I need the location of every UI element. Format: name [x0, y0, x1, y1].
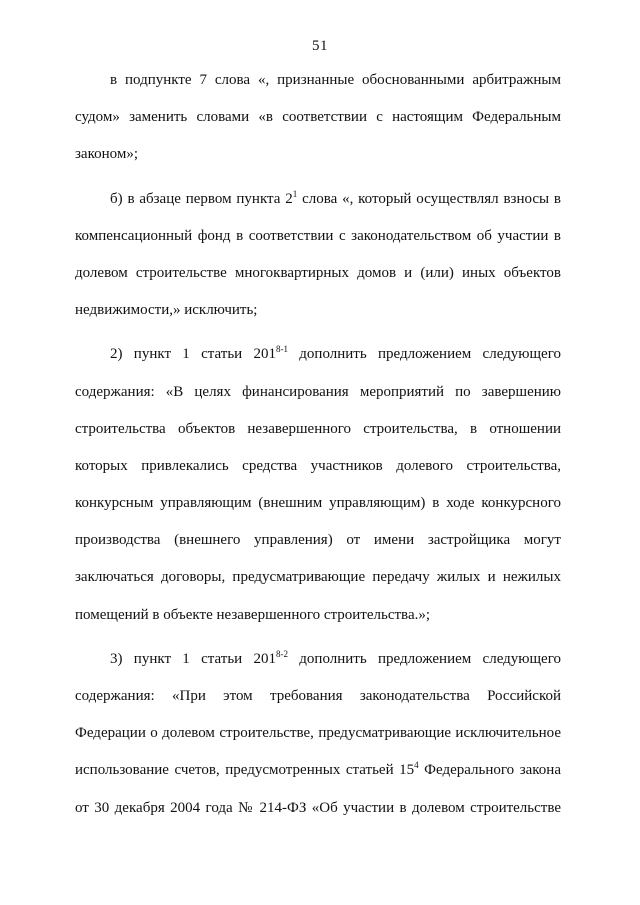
text-line: Федерации о долевом строительстве, предусматривающие исключительное: [75, 725, 561, 742]
text-line: заключаться договоры, предусматривающие передачу жилых и нежилых: [75, 569, 561, 586]
text-line: законом»;: [75, 146, 139, 163]
text-line: [75, 641, 561, 678]
text-line: от 30 декабря 2004 года № 214-ФЗ «Об участии в долевом строительстве: [75, 799, 561, 816]
paragraph-2: [75, 181, 561, 330]
text-segment: слова «, который осуществлял взносы в: [297, 190, 561, 207]
text-segment: б) в абзаце первом пункта 2: [110, 190, 293, 207]
text-line: которых привлекались средства участников долевого строительства,: [75, 457, 561, 474]
text-line: долевом строительстве многоквартирных домов и (или) иных объектов: [75, 264, 561, 281]
text-line: производства (внешнего управления) от имени застройщика могут: [75, 532, 561, 549]
text-line: [75, 336, 561, 373]
superscript: 8-2: [276, 648, 288, 659]
superscript: 1: [292, 188, 298, 199]
text-segment: 2) пункт 1 статьи 201: [110, 346, 276, 363]
text-line: содержания: «При этом требования законодательства Российской: [75, 688, 561, 704]
text-line: [75, 181, 561, 218]
text-line: недвижимости,» исключить;: [75, 302, 258, 319]
text-line: строительства объектов незавершенного строительства, в отношении: [75, 420, 561, 437]
text-line: судом» заменить словами «в соответствии с настоящим Федеральным: [75, 109, 561, 126]
paragraph-1: [75, 62, 561, 174]
text-segment: 3) пункт 1 статьи 201: [110, 650, 276, 667]
text-line: конкурсным управляющим (внешним управляющим) в ходе конкурсного: [75, 495, 561, 512]
superscript: 8-1: [276, 344, 288, 355]
text-segment: Федерального закона: [418, 762, 561, 779]
text-segment: дополнить предложением следующего: [288, 650, 561, 667]
text-line: [75, 752, 561, 789]
text-line: компенсационный фонд в соответствии с законодательством об участии в: [75, 227, 561, 244]
text-line: в подпункте 7 слова «, признанные обоснованными арбитражным: [110, 72, 561, 88]
document-body: [75, 62, 561, 834]
text-segment: использование счетов, предусмотренных статьей 15: [75, 762, 415, 779]
superscript: 4: [414, 760, 419, 771]
paragraph-4: [75, 641, 561, 827]
text-segment: дополнить предложением следующего: [288, 346, 561, 363]
text-line: содержания: «В целях финансирования мероприятий по завершению: [75, 383, 561, 400]
paragraph-3: [75, 336, 561, 634]
text-line: помещений в объекте незавершенного строительства.»;: [75, 606, 431, 623]
page-number: 51: [312, 38, 328, 54]
